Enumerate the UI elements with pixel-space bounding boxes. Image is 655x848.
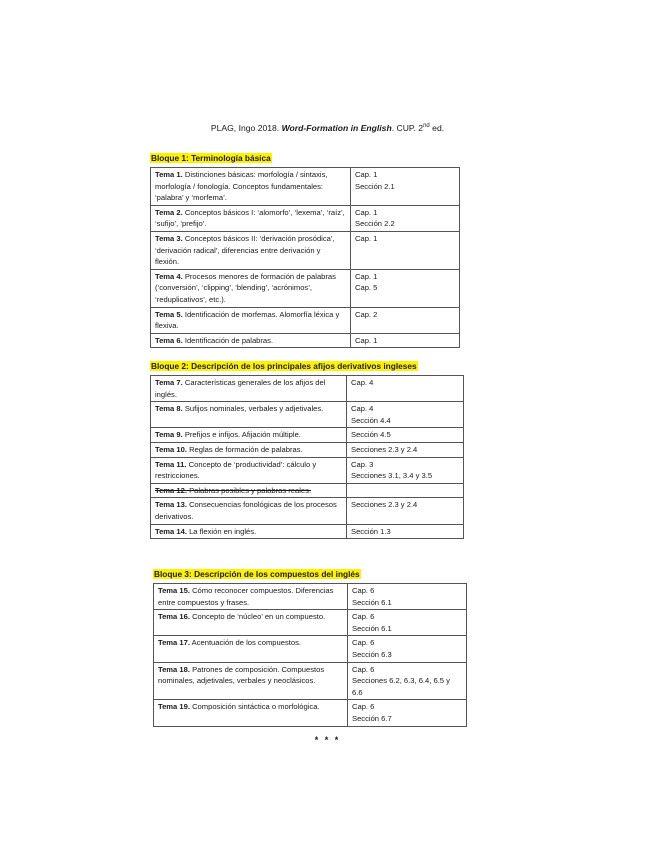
topic-cell [151,524,347,539]
table-row [151,428,464,443]
topics-table [153,583,467,727]
topic-description: Conceptos básicos I: ‘alomorfo’, ‘lexema’, ‘raíz’, ‘sufijo’, ‘prefijo’. [155,207,345,229]
topic-description: Identificación de palabras. [182,335,274,345]
reference-cell [347,498,464,524]
chapter-reference: Secciones 6.2, 6.3, 6.4, 6.5 y 6.6 [352,676,450,697]
topic-cell [151,483,347,498]
chapter-reference: Sección 2.2 [355,219,395,229]
topic-number: Tema 16. [158,612,190,622]
chapter-reference: Cap. 1 [355,335,378,345]
topic-cell [151,168,351,206]
chapter-reference: Sección 4.4 [351,415,391,425]
topic-description: Cómo reconocer compuestos. Diferencias entre compuestos y frases. [158,586,334,607]
topic-description: Composición sintáctica o morfológica. [189,702,320,712]
reference-cell [348,610,467,636]
topic-cell [154,584,348,610]
topic-number: Tema 6. [155,335,183,345]
chapter-reference: Secciones 2.3 y 2.4 [351,444,418,454]
topic-cell [154,636,348,662]
topic-number: Tema 4. [155,271,183,281]
topic-description: Conceptos básicos II: ‘derivación prosódica’, ‘derivación radical’, diferencias entre derivación y flexión. [155,233,335,267]
topic-number: Tema 1. [155,170,183,179]
reference-cell [348,662,467,700]
topic-cell [151,457,347,483]
topic-number: Tema 5. [155,309,183,319]
topics-table [150,167,460,348]
topic-number: Tema 11. [155,459,187,469]
table-row [151,231,460,269]
table-row [151,442,464,457]
chapter-reference: Sección 2.1 [355,181,395,191]
table-row [151,457,464,483]
chapter-reference: Cap. 4 [351,404,374,414]
topic-description: Palabras posibles y palabras reales. [186,485,312,495]
edition-superscript: nd [423,123,430,130]
chapter-reference: Cap. 6 [352,702,375,712]
block-title: Bloque 3: Descripción de los compuestos del inglés [154,569,360,579]
block-1 [150,148,460,348]
table-row [154,584,467,610]
chapter-reference: Sección 6.7 [352,713,392,723]
reference-cell [347,428,464,443]
topic-description: Características generales de los afijos del inglés. [155,378,326,399]
table-row [151,376,464,402]
reference-cell [351,168,460,206]
topic-description: Acentuación de los compuestos. [189,638,301,648]
topic-number: Tema 13. [155,500,187,510]
edition-suffix: ed. [429,123,445,133]
topic-cell [151,376,347,402]
topic-number: Tema 12. [155,485,187,495]
author-year: PLAG, Ingo 2018. [210,123,282,133]
topic-number: Tema 2. [155,207,183,217]
topic-number: Tema 9. [155,430,183,440]
topic-number: Tema 14. [155,526,187,536]
topic-number: Tema 17. [158,638,190,648]
reference-cell [351,205,460,231]
topic-number: Tema 7. [155,378,183,387]
topic-number: Tema 19. [158,702,190,712]
reference-cell [347,524,464,539]
reference-cell [351,333,460,348]
reference-cell [347,442,464,457]
topic-description: Patrones de composición. Compuestos nominales, adjetivales, verbales y neoclásicos. [158,664,325,686]
topic-description: Distinciones básicas: morfología / sintaxis, morfología / fonología. Conceptos fundamentales: ‘palabra’ y ‘morfema’. [155,170,328,203]
chapter-reference: Sección 1.3 [351,526,391,536]
chapter-reference: Cap. 1 [355,170,378,179]
book-title: Word-Formation in English [281,123,392,133]
chapter-reference: Cap. 6 [352,638,375,648]
reference-cell [348,700,467,726]
table-row [151,402,464,428]
topic-number: Tema 15. [158,586,190,595]
reference-cell [347,457,464,483]
reference-cell [347,376,464,402]
chapter-reference: Cap. 3 [351,459,374,469]
reference-cell [351,231,460,269]
reference-cell [351,269,460,307]
chapter-reference: Cap. 2 [355,309,378,319]
chapter-reference: Sección 6.1 [352,623,392,633]
table-row [154,700,467,726]
reference-cell [351,307,460,333]
topic-cell [151,442,347,457]
chapter-reference: Sección 6.3 [352,649,392,659]
chapter-reference: Cap. 1 [355,207,378,217]
block-2 [150,356,464,539]
topic-number: Tema 18. [158,664,190,674]
topics-table [150,375,464,539]
table-row [154,662,467,700]
chapter-reference: Cap. 6 [352,586,375,595]
topic-cell [151,269,351,307]
topic-number: Tema 3. [155,233,183,243]
topic-description: Concepto de ‘núcleo’ en un compuesto. [189,612,326,622]
table-row [151,269,460,307]
section-ellipsis: * * * [314,735,341,745]
chapter-reference: Cap. 1 [355,233,378,243]
topic-description: Reglas de formación de palabras. [186,444,303,454]
reference-cell [348,636,467,662]
block-title: Bloque 1: Terminología básica [151,153,271,163]
chapter-reference: Cap. 4 [351,378,374,387]
topic-cell [151,402,347,428]
chapter-reference: Cap. 1 [355,271,378,281]
table-row [151,483,464,498]
reference-cell [347,483,464,498]
table-row [151,205,460,231]
table-row [151,333,460,348]
topic-number: Tema 10. [155,444,187,454]
topic-description: Concepto de ‘productividad’: cálculo y restricciones. [155,459,317,481]
topic-cell [151,333,351,348]
topic-description: Procesos menores de formación de palabras (‘conversión’, ‘clipping’, ‘blending’, ‘acrónimos’, ‘reduplicativos’, etc.). [155,271,336,304]
topic-cell [154,700,348,726]
topic-description: Identificación de morfemas. Alomorfía léxica y flexiva. [155,309,340,331]
table-row [151,307,460,333]
block-title: Bloque 2: Descripción de los principales afijos derivativos ingleses [151,361,417,371]
chapter-reference: Cap. 5 [355,283,378,293]
topic-description: Prefijos e infijos. Afijación múltiple. [182,430,301,440]
topic-number: Tema 8. [155,404,183,414]
topic-description: Sufijos nominales, verbales y adjetivales. [182,404,324,414]
topic-cell [151,428,347,443]
topic-description: La flexión en inglés. [186,526,257,536]
topic-cell [154,662,348,700]
topic-cell [154,610,348,636]
topic-cell [151,498,347,524]
chapter-reference: Secciones 2.3 y 2.4 [351,500,418,510]
table-row [154,636,467,662]
table-row [151,524,464,539]
topic-cell [151,231,351,269]
chapter-reference: Cap. 6 [352,612,375,622]
topic-cell [151,205,351,231]
topic-cell [151,307,351,333]
topic-description: Consecuencias fonológicas de los procesos derivativos. [155,500,337,521]
publisher-edition: . CUP. 2 [391,123,424,133]
table-row [151,498,464,524]
block-3 [153,564,467,727]
reference-cell [348,584,467,610]
table-row [154,610,467,636]
bibliographic-reference [0,122,655,134]
chapter-reference: Cap. 6 [352,664,375,674]
table-row [151,168,460,206]
chapter-reference: Secciones 3.1, 3.4 y 3.5 [351,471,433,481]
chapter-reference: Sección 6.1 [352,597,392,607]
chapter-reference: Sección 4.5 [351,430,391,440]
reference-cell [347,402,464,428]
